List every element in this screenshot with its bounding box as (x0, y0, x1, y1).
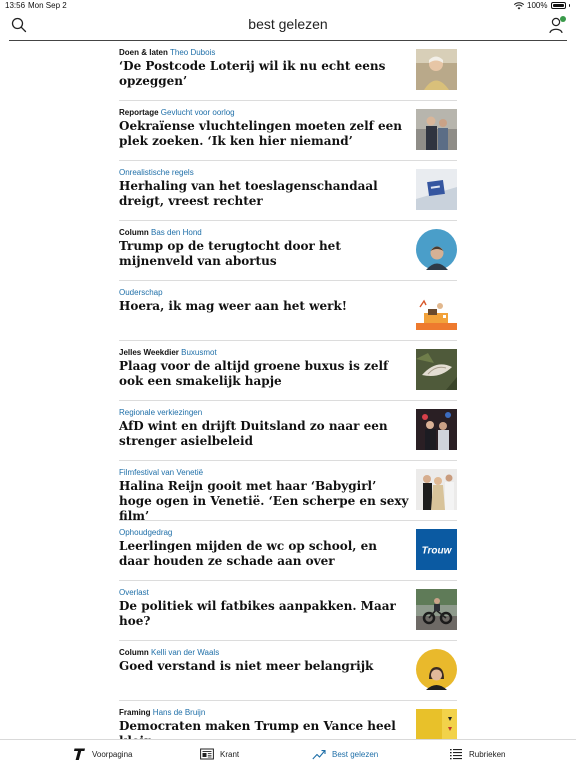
tab-label: Rubrieken (469, 749, 506, 759)
avatar (416, 229, 457, 270)
notification-badge (560, 16, 566, 22)
avatar (416, 649, 457, 690)
trouw-t-icon (72, 747, 86, 761)
tab-label: Krant (220, 749, 240, 759)
article-title: De politiek wil fatbikes aanpakken. Maar hoe? (119, 599, 396, 628)
article-author: Onrealistische regels (119, 168, 194, 177)
list-icon (449, 747, 463, 761)
trending-icon (312, 747, 326, 761)
battery-tip (569, 4, 571, 7)
article-title: Trump op de terugtocht door het mijnenveld van abortus (119, 239, 341, 268)
status-date: Mon Sep 2 (28, 1, 67, 10)
list-item[interactable] (119, 521, 457, 581)
article-title: Plaag voor de altijd groene buxus is zelf ook een smakelijk hapje (119, 359, 389, 388)
list-item[interactable] (119, 401, 457, 461)
tab-krant[interactable] (200, 746, 239, 762)
trouw-logo-text: Trouw (421, 545, 452, 557)
article-thumbnail (416, 409, 457, 450)
article-title: Halina Reijn gooit met haar ‘Babygirl’ hoge ogen in Venetië. ‘Een scherpe en sexy film’ (119, 479, 409, 523)
article-section: Column (119, 228, 149, 237)
list-item[interactable] (119, 641, 457, 701)
tab-label: Best gelezen (332, 749, 379, 759)
article-author: Buxusmot (181, 348, 217, 357)
status-bar (0, 0, 576, 12)
article-author: Regionale verkiezingen (119, 408, 203, 417)
status-time: 13:56 (5, 1, 26, 10)
article-title: ‘De Postcode Loterij wil ik nu echt eens opzeggen’ (119, 59, 386, 88)
page-title: best gelezen (248, 16, 328, 32)
article-section: Framing (119, 708, 151, 717)
wifi-icon (514, 2, 524, 10)
article-author: Theo Dubois (169, 48, 216, 57)
article-title: AfD wint en drijft Duitsland zo naar een strenger asielbeleid (119, 419, 388, 448)
article-title: Democraten maken Trump en Vance heel (119, 719, 396, 733)
article-thumbnail (416, 49, 457, 90)
article-author: Gevlucht voor oorlog (160, 108, 235, 117)
article-thumbnail (416, 349, 457, 390)
list-item[interactable] (119, 581, 457, 641)
article-author: Ophoudgedrag (119, 528, 173, 537)
list-item[interactable] (119, 281, 457, 341)
battery-icon (551, 2, 566, 9)
list-item[interactable] (119, 221, 457, 281)
list-item[interactable] (119, 101, 457, 161)
tab-rubrieken[interactable] (449, 746, 505, 762)
article-section: Column (119, 648, 149, 657)
article-author: Ouderschap (119, 288, 163, 297)
newspaper-icon (200, 747, 214, 761)
article-title: Goed verstand is niet meer belangrijk (119, 659, 374, 673)
article-thumbnail (416, 469, 457, 510)
tab-label: Voorpagina (92, 749, 133, 759)
article-thumbnail (416, 109, 457, 150)
article-author: Bas den Hond (151, 228, 202, 237)
tab-best-gelezen[interactable] (312, 746, 378, 762)
nav-bar (0, 12, 576, 40)
article-title: Oekraïense vluchtelingen moeten zelf een plek zoeken. ‘Ik ken hier niemand’ (119, 119, 402, 148)
profile-button[interactable] (549, 16, 565, 34)
article-author: Filmfestival van Venetië (119, 468, 204, 477)
article-author: Overlast (119, 588, 149, 597)
tab-voorpagina[interactable] (72, 746, 132, 762)
list-item[interactable] (119, 41, 457, 101)
article-section: Doen & laten (119, 48, 168, 57)
article-thumbnail (416, 589, 457, 630)
article-section: Reportage (119, 108, 159, 117)
list-item[interactable] (119, 161, 457, 221)
article-thumbnail (416, 169, 457, 210)
status-indicators (514, 1, 570, 10)
battery-percentage: 100% (527, 1, 548, 10)
article-title: Herhaling van het toeslagenschandaal dreigt, vreest rechter (119, 179, 378, 208)
article-author: Kelli van der Waals (151, 648, 220, 657)
article-list[interactable] (119, 41, 457, 739)
list-item[interactable] (119, 461, 457, 521)
article-author: Hans de Bruijn (152, 708, 206, 717)
list-item[interactable] (119, 341, 457, 401)
trouw-logo (416, 529, 457, 570)
article-title: Leerlingen mijden de wc op school, en daar houden ze schade aan over (119, 539, 377, 568)
tab-bar (0, 739, 576, 768)
article-thumbnail (416, 289, 457, 330)
article-section: Jelles Weekdier (119, 348, 179, 357)
article-title: Hoera, ik mag weer aan het werk! (119, 299, 348, 313)
